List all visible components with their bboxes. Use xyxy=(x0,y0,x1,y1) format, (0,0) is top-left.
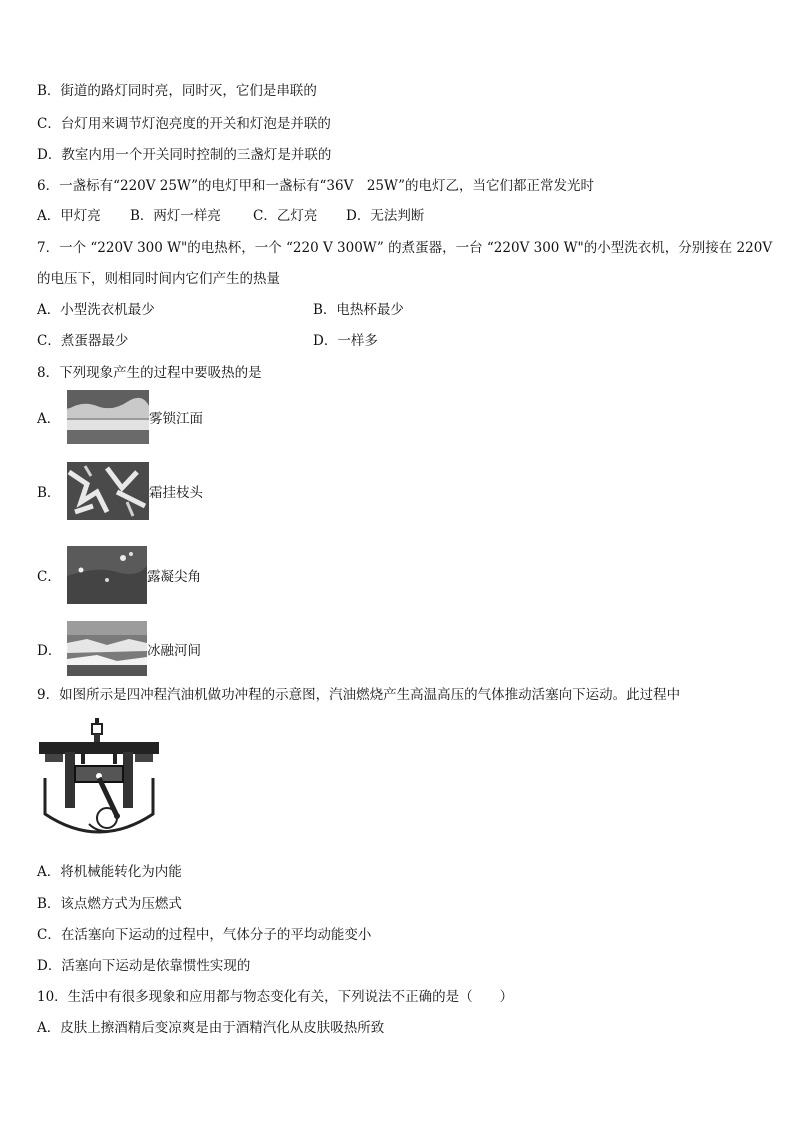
q8-option-a-caption: 雾锁江面 xyxy=(149,411,203,427)
q9-option-c: C．在活塞向下运动的过程中，气体分子的平均动能变小 xyxy=(37,927,372,943)
q6-option-c: C．乙灯亮 xyxy=(253,208,318,224)
q7-option-b: B．电热杯最少 xyxy=(313,302,404,318)
q10-stem: 10．生活中有很多现象和应用都与物态变化有关，下列说法不正确的是（ ） xyxy=(37,989,514,1005)
q6-option-d: D．无法判断 xyxy=(346,208,425,224)
dew-leaf-photo-icon xyxy=(67,546,147,604)
q8-stem: 8．下列现象产生的过程中要吸热的是 xyxy=(37,365,262,381)
q7-options-row1 xyxy=(37,300,404,320)
q8-option-d-caption: 冰融河间 xyxy=(147,642,201,659)
q8-option-c-caption: 露凝尖角 xyxy=(147,569,201,585)
q7-option-d: D．一样多 xyxy=(313,333,378,349)
q9-stem: 9．如图所示是四冲程汽油机做功冲程的示意图，汽油燃烧产生高温高压的气体推动活塞向下运动。此过程中 xyxy=(37,687,681,703)
fog-river-photo-icon xyxy=(67,390,149,444)
q5-option-d: D．教室内用一个开关同时控制的三盏灯是并联的 xyxy=(37,147,332,163)
q8-option-b-caption: 霜挂枝头 xyxy=(149,485,203,501)
ice-river-photo-icon xyxy=(67,621,147,676)
q6-stem: 6．一盏标有“220V 25W”的电灯甲和一盏标有“36V 25W”的电灯乙，当它们都正常发光时 xyxy=(37,178,595,194)
q6-options xyxy=(37,206,424,226)
q6-option-a: A．甲灯亮 xyxy=(37,208,101,224)
q7-stem-line1: 7．一个 “220V 300 W"的电热杯，一个 “220 V 300W” 的煮蛋器，一台 “220V 300 W"的小型洗衣机，分别接在 220V xyxy=(37,240,773,256)
q5-option-c: C．台灯用来调节灯泡亮度的开关和灯泡是并联的 xyxy=(37,116,331,132)
q7-stem-line2: 的电压下，则相同时间内它们产生的热量 xyxy=(37,271,280,287)
q7-option-a: A．小型洗衣机最少 xyxy=(37,302,155,318)
q8-option-a xyxy=(37,390,203,444)
q10-option-a: A．皮肤上擦酒精后变凉爽是由于酒精汽化从皮肤吸热所致 xyxy=(37,1020,385,1036)
q8-option-c-letter: C． xyxy=(37,569,61,585)
q9-option-a: A．将机械能转化为内能 xyxy=(37,864,182,880)
q9-option-d: D．活塞向下运动是依靠惯性实现的 xyxy=(37,958,251,974)
q5-option-b: B．街道的路灯同时亮，同时灭，它们是串联的 xyxy=(37,83,317,99)
q9-option-b: B．该点燃方式为压燃式 xyxy=(37,896,182,912)
q8-option-b-letter: B． xyxy=(37,485,61,501)
frost-branch-photo-icon xyxy=(67,462,149,520)
q7-option-c: C．煮蛋器最少 xyxy=(37,333,129,349)
q8-option-d xyxy=(37,621,201,676)
engine-power-stroke-diagram xyxy=(37,718,163,842)
q7-options-row2 xyxy=(37,331,378,351)
q8-option-c xyxy=(37,546,201,604)
q6-option-b: B．两灯一样亮 xyxy=(130,208,221,224)
q8-option-b xyxy=(37,462,203,520)
q8-option-d-letter: D． xyxy=(37,642,62,659)
q8-option-a-letter: A． xyxy=(37,411,61,427)
